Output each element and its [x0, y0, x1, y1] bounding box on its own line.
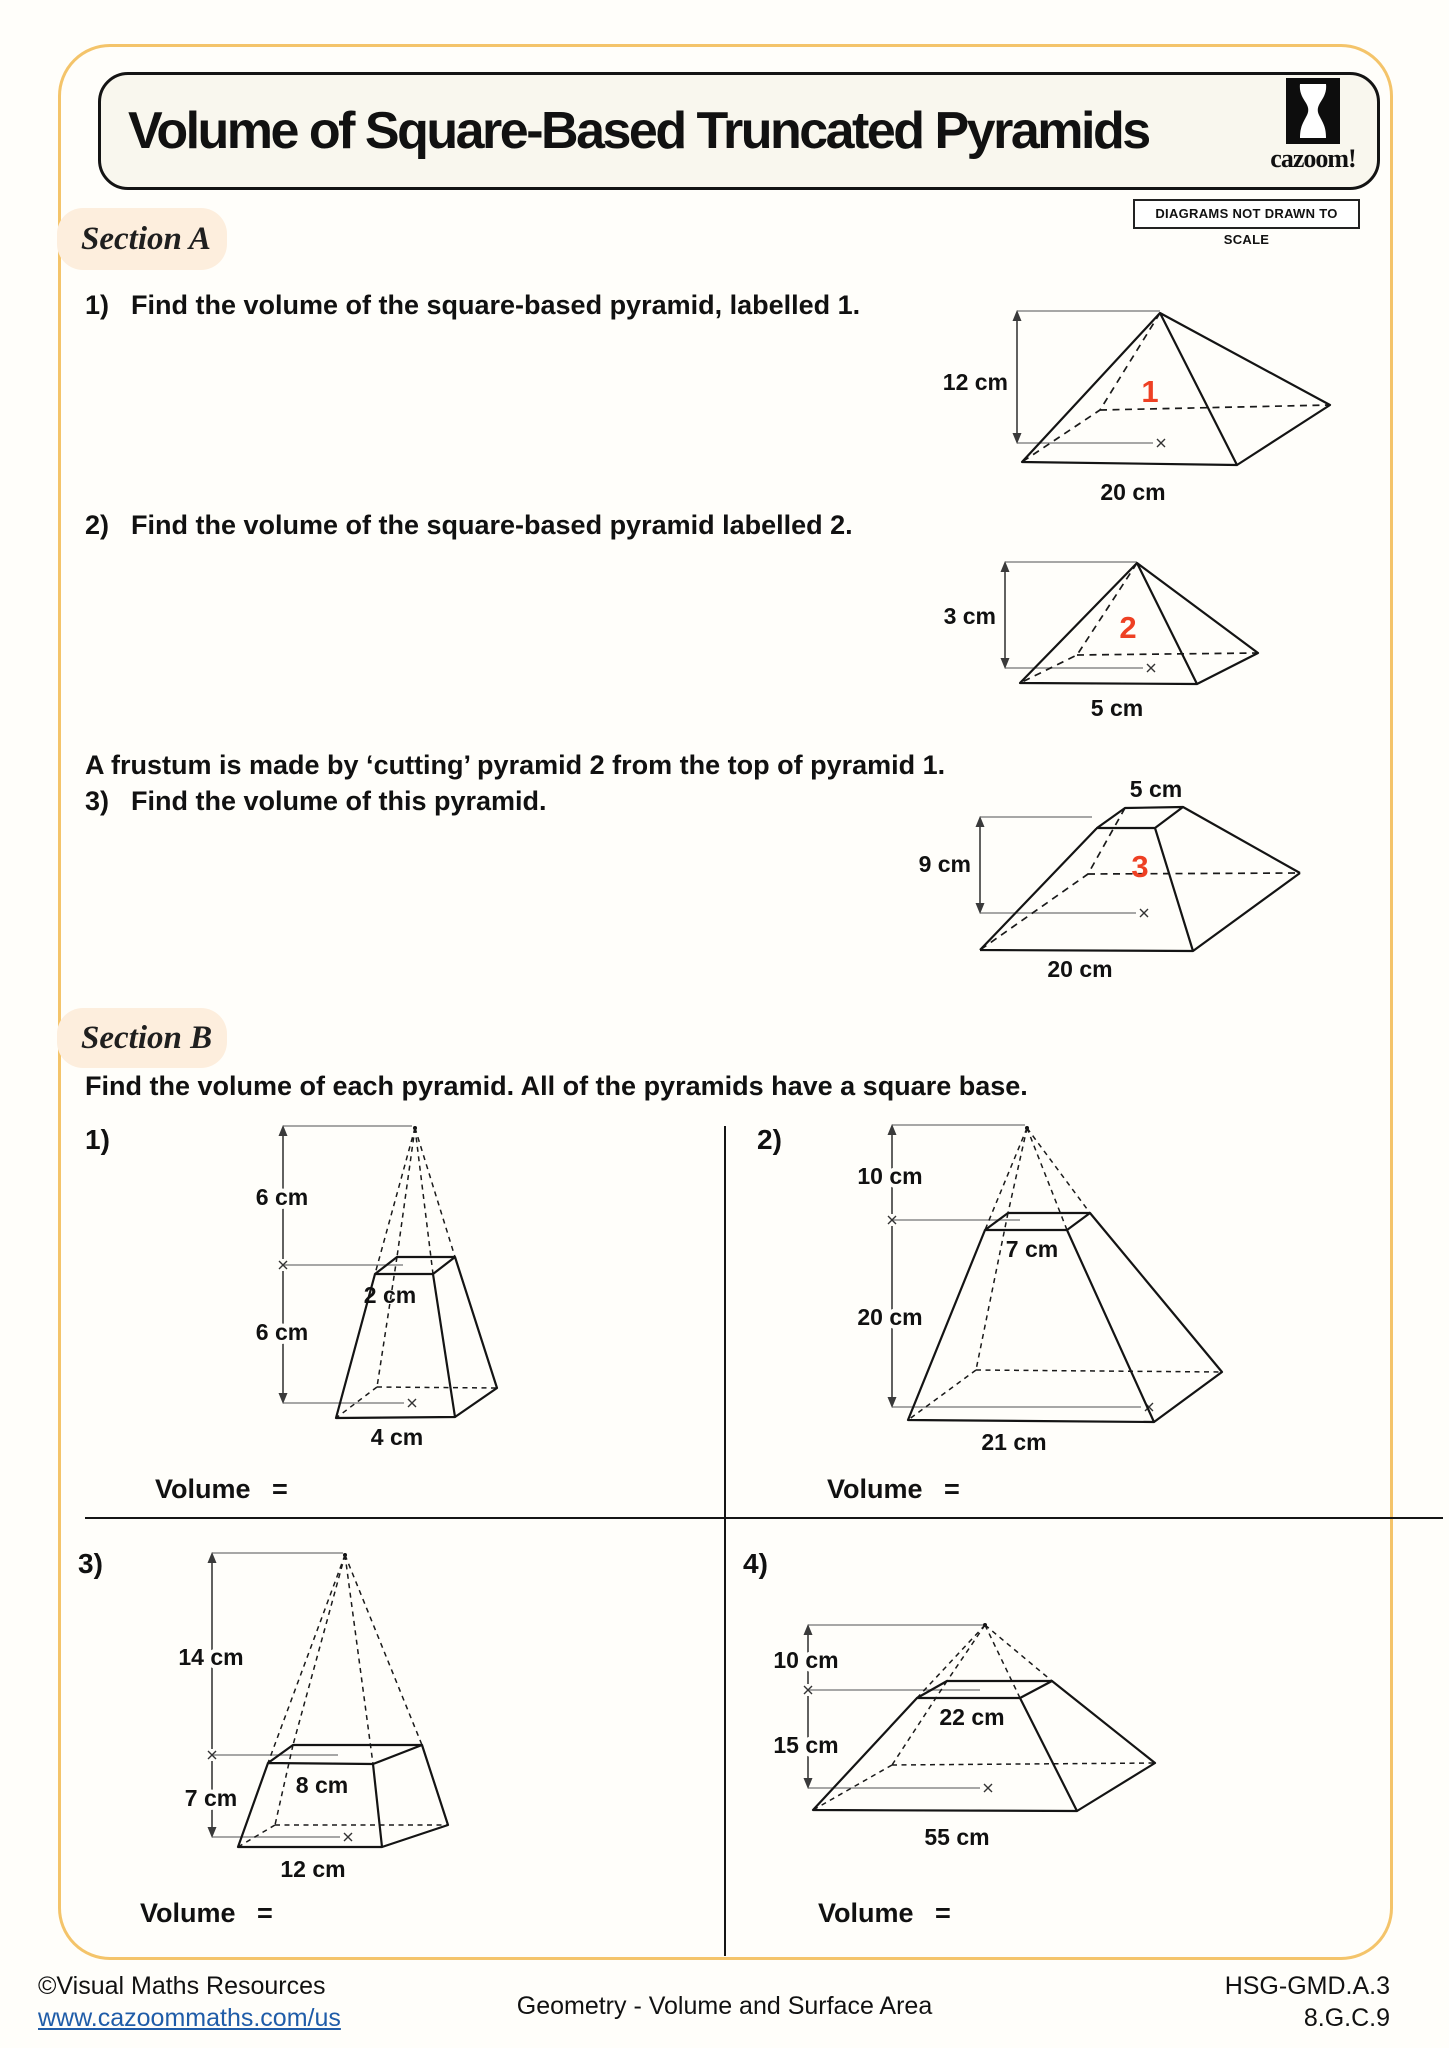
section-a-heading: Section A — [57, 208, 227, 270]
frustum-note: A frustum is made by ‘cutting’ pyramid 2 from the top of pyramid 1. — [85, 750, 946, 780]
problem-2-diagram — [840, 1118, 1310, 1463]
question-2-text: Find the volume of the square-based pyramid labelled 2. — [131, 510, 853, 540]
vertical-divider — [724, 1126, 726, 1956]
cazoom-logo-icon — [1286, 78, 1340, 144]
footer-standard-2: 8.G.C.9 — [1303, 2004, 1390, 2032]
footer-copyright: ©Visual Maths Resources — [38, 1972, 326, 2000]
problem-4-base-label: 55 cm — [924, 1824, 990, 1850]
problem-1-diagram — [250, 1118, 520, 1453]
pyramid-1-number-label: 1 — [1141, 374, 1159, 409]
scale-note-badge: DIAGRAMS NOT DRAWN TO SCALE — [1133, 199, 1360, 229]
pyramid-3-diagram — [920, 765, 1400, 990]
cazoom-logo-text: cazoom! — [1270, 144, 1356, 173]
pyramid-1-base-label: 20 cm — [1100, 479, 1166, 505]
pyramid-1-height-label: 12 cm — [942, 369, 1008, 395]
pyramid-2-height-label: 3 cm — [943, 603, 996, 629]
question-3-number: 3) — [85, 786, 110, 816]
pyramid-3-height-label: 9 cm — [918, 851, 971, 877]
problem-3-diagram — [175, 1545, 655, 1890]
footer-standard-1: HSG-GMD.A.3 — [1224, 1972, 1390, 2000]
section-b-intro: Find the volume of each pyramid. All of the pyramids have a square base. — [85, 1071, 1028, 1101]
problem-4-number: 4) — [743, 1548, 768, 1579]
problem-4-volume-label[interactable]: Volume = — [818, 1898, 951, 1928]
problem-3-lower-height-label: 7 cm — [184, 1785, 238, 1811]
problem-1-upper-height-label: 6 cm — [255, 1184, 309, 1210]
problem-2-base-label: 21 cm — [981, 1429, 1047, 1455]
question-1 — [85, 290, 860, 321]
question-3-text: Find the volume of this pyramid. — [131, 786, 547, 816]
problem-4-lower-height-label: 15 cm — [773, 1732, 839, 1758]
problem-4-top-edge-label: 22 cm — [939, 1704, 1005, 1730]
problem-1-lower-height-label: 6 cm — [255, 1319, 309, 1345]
problem-4-diagram — [735, 1545, 1295, 1855]
problem-3-base-label: 12 cm — [280, 1856, 346, 1882]
footer-link[interactable]: www.cazoommaths.com/us — [38, 2004, 341, 2032]
problem-2-number: 2) — [757, 1124, 782, 1155]
cazoom-logo — [1258, 78, 1368, 174]
horizontal-divider — [85, 1517, 1443, 1519]
section-b-heading: Section B — [57, 1008, 227, 1068]
pyramid-2-diagram — [943, 545, 1330, 730]
question-1-text: Find the volume of the square-based pyramid, labelled 1. — [131, 290, 861, 320]
problem-3-volume-label[interactable]: Volume = — [140, 1898, 273, 1928]
pyramid-1-diagram — [942, 295, 1405, 520]
problem-2-top-edge-label: 7 cm — [1005, 1236, 1059, 1262]
problem-2-lower-height-label: 20 cm — [857, 1304, 923, 1330]
problem-1-base-label: 4 cm — [370, 1424, 424, 1450]
problem-2-upper-height-label: 10 cm — [857, 1163, 923, 1189]
question-3 — [85, 786, 547, 817]
problem-1-volume-label[interactable]: Volume = — [155, 1474, 288, 1504]
problem-3-number: 3) — [78, 1548, 103, 1579]
page-title: Volume of Square-Based Truncated Pyramids — [128, 102, 1149, 160]
problem-2-volume-label[interactable]: Volume = — [827, 1474, 960, 1504]
pyramid-3-base-label: 20 cm — [1047, 956, 1113, 982]
problem-3-top-edge-label: 8 cm — [295, 1772, 349, 1798]
question-1-number: 1) — [85, 290, 110, 320]
footer-category: Geometry - Volume and Surface Area — [516, 1992, 933, 2020]
pyramid-2-number-label: 2 — [1119, 610, 1137, 645]
pyramid-3-number-label: 3 — [1131, 849, 1149, 884]
problem-1-top-edge-label: 2 cm — [363, 1282, 417, 1308]
problem-1-number: 1) — [85, 1124, 110, 1155]
question-2 — [85, 510, 853, 541]
pyramid-3-top-label: 5 cm — [1129, 776, 1183, 802]
pyramid-2-base-label: 5 cm — [1090, 695, 1144, 721]
problem-4-upper-height-label: 10 cm — [773, 1647, 839, 1673]
question-2-number: 2) — [85, 510, 110, 540]
problem-3-upper-height-label: 14 cm — [178, 1644, 244, 1670]
